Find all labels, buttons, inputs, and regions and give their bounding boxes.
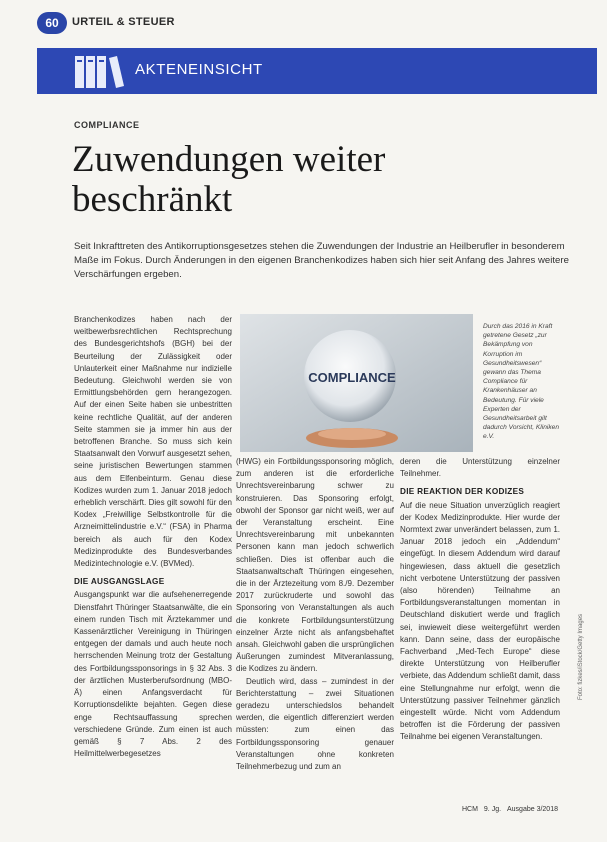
compliance-illustration bbox=[240, 314, 473, 452]
column-2 bbox=[236, 456, 394, 773]
article-lead: Seit Inkrafttreten des Antikorruptionsgesetzes stehen die Zuwendungen der Industrie an Heilberufler in besonderem Maße im Fokus. Durch Änderungen in den eigenen Branchenkodizes haben sich hier seit Anfang des Jahres weitere Verschärfungen ergeben. bbox=[74, 241, 569, 280]
column-3 bbox=[400, 456, 560, 744]
article-headline: Zuwendungen weiter beschränkt bbox=[72, 139, 386, 220]
banner-title: AKTENEINSICHT bbox=[135, 61, 263, 78]
column-1 bbox=[74, 314, 232, 760]
paragraph: Ausgangspunkt war die aufsehenerregende Dienstfahrt Thüringer Staatsanwälte, die ein einem runden Tisch mit Ärztekammer und Kassenärztlicher Vereinigung in Thüringen entgegen der damals und auch heute noch herrschenden Meinung trotz der Gestaltung des Fortbildungssponsorings in § 32 Abs. 3 der ärztlichen Musterberufsordnung (MBO-Ä) einen Anfangsverdacht für Korruptionsdelikte bejahten. Gegen diese enge Rechtsauffassung sprechen verschiedene Gründe. Zum einen ist auch gemäß § 7 Abs. 2 des Heilmittelwerbegesetzes bbox=[74, 590, 232, 759]
article-kicker: COMPLIANCE bbox=[74, 120, 140, 130]
paragraph: (HWG) ein Fortbildungssponsoring möglich, zum anderen ist die erforderliche Unrechtsvereinbarung schwer zu konstruieren. Das Sponsoring erfolgt, obwohl der Sponsor gar nicht weiß, wer auf der Veranstaltung erscheint. Eine Unrechtsvereinbarung mit unbekannten Personen kann man jedoch schwerlich schließen. Dies ist offenbar auch die Staatsanwaltschaft Thüringen eingesehen, die in der Ärztezeitung vom 8./9. Dezember 2017 zurückruderte und sowohl das Sponsoring von Veranstaltungen als auch die konkrete Fortbildungsunterstützung einzelner Ärzte nicht als anfangsbehaftet ansah. Gleichwohl gaben die ursprünglichen Äußerungen zumindest Mitveranlassung, die Kodizes zu ändern. bbox=[236, 457, 394, 674]
page-number: 60 bbox=[37, 12, 67, 34]
subheading: DIE AUSGANGSLAGE bbox=[74, 577, 165, 587]
magazine-name: HCM bbox=[462, 806, 478, 813]
volume: 9. Jg. bbox=[483, 806, 502, 813]
page-footer bbox=[462, 806, 558, 813]
paragraph: Branchenkodizes haben nach der weitbewerbsrechtlichen Rechtsprechung des Bundesgerichtshofs (BGH) bei der Beurteilung der Zulässigkeit oder Unlauterkeit einer Maßnahme nur indizielle Bedeutung. Gleichwohl werden sie von Ermittlungsbehörden gern herangezogen. Auf der einen Seite haben sie unbestritten keine rechtliche Qualität, auf der anderen Seite stammen sie ja immer hin aus der betroffenen Branche. So muss sich kein Staatsanwalt den Vorwurf ausgesetzt sehen, seine juristischen Bewertungen stammen aus dem Elfenbeinturm. Genau diese Kodizes wurden zum 1. Januar 2018 jedoch erheblich verschärft. Dies gilt sowohl für den Kodex „Freiwillige Selbstkontrolle für die Arzneimittelindustrie e.V.“ (FSA) in Pharma bereich als auch für den Kodex Medizinprodukte des Bundesverbandes Medizintechnologie e.V. (BVMed). bbox=[74, 315, 232, 569]
issue: Ausgabe 3/2018 bbox=[506, 806, 558, 813]
paragraph: Deutlich wird, dass – zumindest in der Berichterstattung – zwei Situationen geradezu unterschiedslos behandelt werden, die eigentlich differenziert werden müssten: zum einen das Fortbildungssponsoring genauer Veranstaltungen ohne konkreten Teilnehmerbezug und zum an bbox=[236, 676, 394, 772]
photo-label: COMPLIANCE bbox=[308, 370, 396, 385]
section-label: URTEIL & STEUER bbox=[72, 16, 175, 28]
paragraph: deren die Unterstützung einzelner Teilnehmer. bbox=[400, 457, 560, 479]
photo-credit: Foto: fizkes/iStock/Getty Images bbox=[578, 613, 584, 700]
photo-caption: Durch das 2016 in Kraft getretene Gesetz „zur Bekämpfung von Korruption im Gesundheitswesen“ gewann das Thema Compliance für Krankenhäuser an Bedeutung. Für viele Experten der Gesundheitsarbeit gilt dadurch Vorsicht, Kliniken e.V. bbox=[483, 323, 559, 441]
paragraph: Auf die neue Situation unverzüglich reagiert der Kodex Medizinprodukte. Hier wurde der Normtext zwar unverändert belassen, zum 1. Januar 2018 jedoch ein „Addendum“ eingefügt. In diesem Addendum wird darauf hingewiesen, dass aktuell die gesetzlich nicht verbotene Unterstützung der passiven (also hörenden) Teilnahme an Fortbildungsveranstaltungen momentan in Deutschland diskutiert werde und fraglich sei, inwieweit diese weitergeführt werden kann. Dann seine, dass der europäische Fachverband „Med-Tech Europe“ diese direkte Unterstützung von Heilberufler verbiete, das Addendum schließt damit, dass eine Stellungnahme nur erfolgt, wenn die Unterstützung passiver Teilnehmer gänzlich eingestellt würde. Nicht vom Addendum betroffen ist die Förderung der passiven Teilnahme bei eigenen Veranstaltungen. bbox=[400, 500, 560, 742]
subheading: DIE REAKTION DER KODIZES bbox=[400, 487, 525, 497]
compliance-photo bbox=[240, 314, 473, 452]
books-icon bbox=[71, 52, 127, 90]
section-banner bbox=[37, 48, 597, 94]
